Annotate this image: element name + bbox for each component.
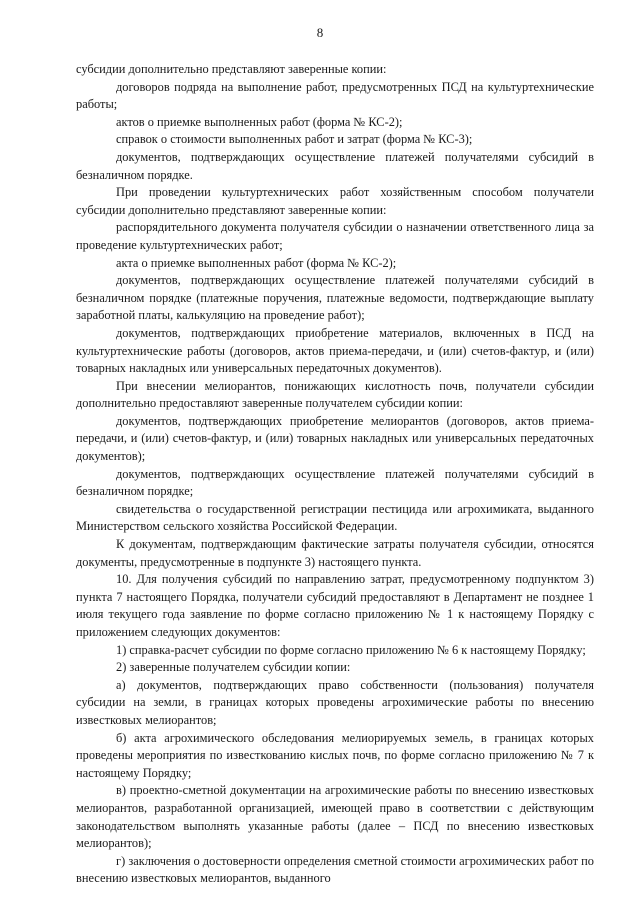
paragraph: распорядительного документа получателя субсидии о назначении ответственного лица за проведение культуртехнических работ;: [76, 220, 594, 252]
paragraph: г) заключения о достоверности определения сметной стоимости агрохимических работ по внесению известковых мелиорантов, выданного: [76, 853, 594, 886]
paragraph: 1) справка-расчет субсидии по форме согласно приложению № 6 к настоящему Порядку;: [116, 642, 586, 657]
paragraph: документов, подтверждающих приобретение мелиорантов (договоров, актов приема-передачи, и (или) счетов-фактур, и (или) товарных накладных или универсальных передаточных документов);: [76, 413, 594, 464]
paragraph: При внесении мелиорантов, понижающих кислотность почв, получатели субсидии дополнительно предоставляют заверенные получателем субсидии копии:: [76, 378, 594, 411]
paragraph: 2) заверенные получателем субсидии копии:: [116, 660, 351, 675]
paragraph: актов о приемке выполненных работ (форма № КС-2);: [116, 114, 403, 129]
paragraph: свидетельства о государственной регистрации пестицида или агрохимиката, выданного Министерством сельского хозяйства Российской Федерации.: [76, 501, 594, 534]
paragraph: б) акта агрохимического обследования мелиорируемых земель, в границах которых проведены мероприятия по известкованию кислых почв, по форме согласно приложению № 7 к настоящему Порядку;: [76, 730, 594, 780]
paragraph: а) документов, подтверждающих право собственности (пользования) получателя субсидии на земли, в границах которых проведены агрохимические работы по внесению известковых мелиорантов;: [76, 677, 594, 727]
paragraph: в) проектно-сметной документации на агрохимические работы по внесению известковых мелиорантов, разработанной организацией, имеющей право в соответствии с действующим законодательством выполнять указанные работы (далее – ПСД по внесению известковых мелиорантов);: [76, 783, 594, 851]
paragraph: документов, подтверждающих осуществление платежей получателями субсидий в безналичном порядке (платежные поручения, платежные ведомости, подтверждающие выплату заработной платы, калькуляцию на проведение работ);: [76, 273, 594, 323]
paragraph: При проведении культуртехнических работ хозяйственным способом получатели субсидии дополнительно представляют заверенные копии:: [76, 185, 594, 217]
paragraph: справок о стоимости выполненных работ и затрат (форма № КС-3);: [116, 132, 473, 147]
paragraph: договоров подряда на выполнение работ, предусмотренных ПСД на культуртехнические работы;: [76, 79, 594, 112]
document-body: [76, 61, 594, 888]
paragraph: документов, подтверждающих осуществление платежей получателями субсидий в безналичном порядке;: [76, 466, 594, 499]
paragraph: документов, подтверждающих приобретение материалов, включенных в ПСД на культуртехнические работы (договоров, актов приема-передачи, и (или) счетов-фактур, и (или) товарных накладных или универсальных передаточных документов).: [76, 325, 594, 376]
paragraph: 10. Для получения субсидий по направлению затрат, предусмотренному подпунктом 3) пункта 7 настоящего Порядка, получатели субсидий предоставляют в Департамент не позднее 1 июля текущего года заявление по форме согласно приложению № 1 к настоящему Порядку с приложением следующих документов:: [76, 572, 594, 639]
paragraph: документов, подтверждающих осуществление платежей получателями субсидий в безналичном порядке.: [76, 149, 594, 182]
page-number: 8: [316, 25, 324, 40]
paragraph: субсидии дополнительно представляют заверенные копии:: [76, 62, 387, 76]
paragraph: акта о приемке выполненных работ (форма № КС-2);: [116, 255, 397, 270]
paragraph: К документам, подтверждающим фактические затраты получателя субсидии, относятся документы, предусмотренные в подпункте 3) настоящего пункта.: [76, 537, 594, 569]
